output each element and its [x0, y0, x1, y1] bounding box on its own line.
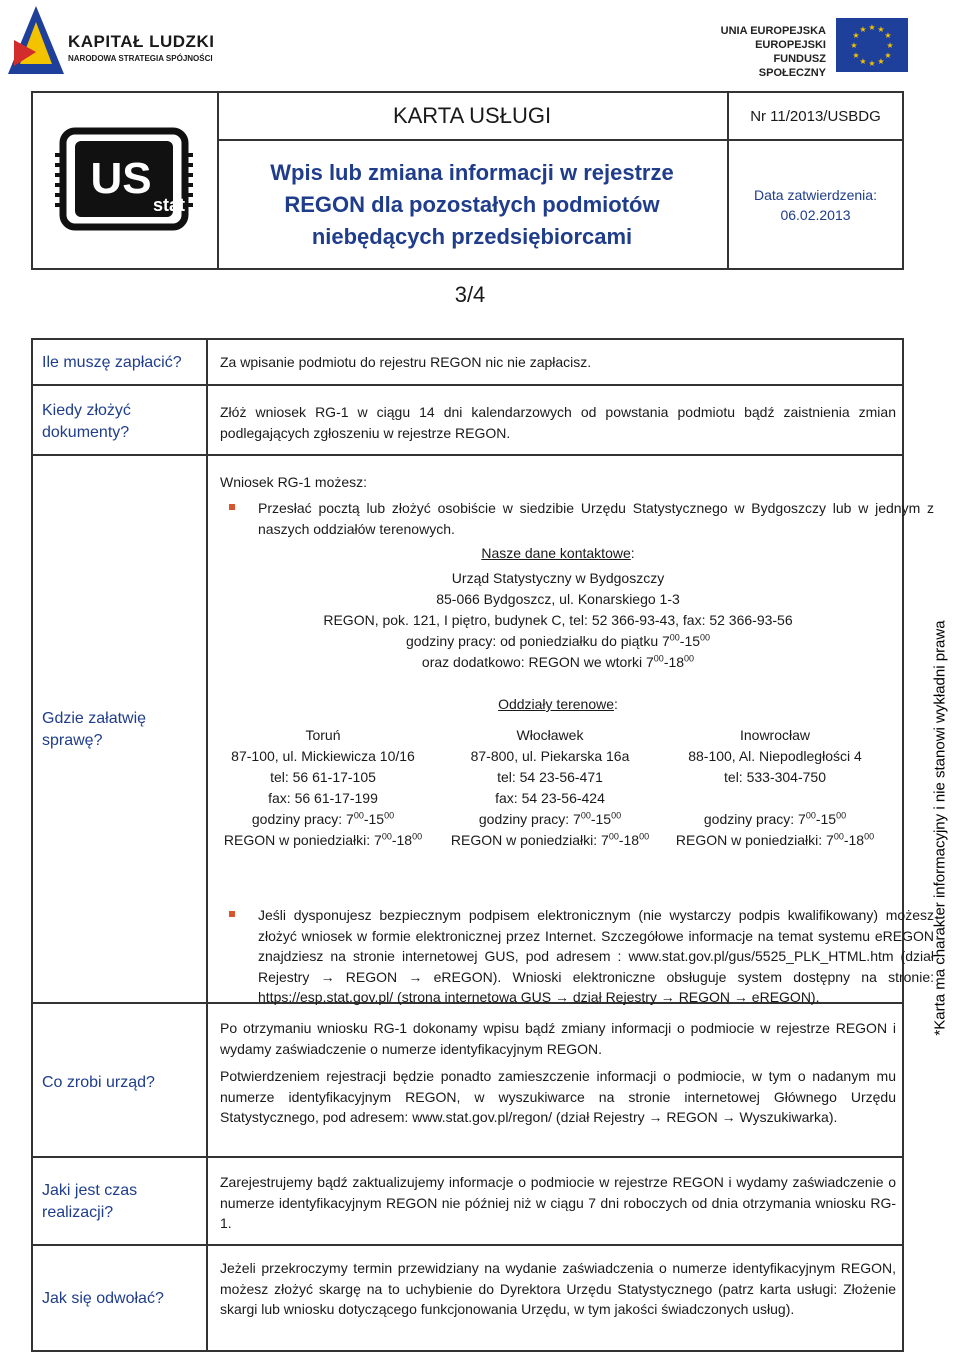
kapital-ludzki-emblem-icon	[6, 4, 66, 76]
legal-disclaimer	[922, 568, 958, 1088]
service-info-table	[31, 338, 934, 1352]
row-divider	[33, 1156, 902, 1158]
branch-regon-hours: REGON w poniedziałki: $7^{00}-18^{00}$	[675, 831, 875, 848]
contact-address: 85-066 Bydgoszcz, ul. Konarskiego 1-3	[436, 591, 680, 607]
kapital-ludzki-title: KAPITAŁ LUDZKI	[68, 32, 215, 51]
branch-tel: tel: 533-304-750	[724, 769, 826, 785]
row-divider	[33, 1244, 902, 1246]
contact-office-name: Urząd Statystyczny w Bydgoszczy	[451, 570, 665, 586]
answer-cost: Za wpisanie podmiotu do rejestru REGON nic nie zapłacisz.	[220, 354, 592, 370]
branches-heading-block: Oddziały terenowe:	[498, 696, 618, 712]
branch-hours-text: godziny pracy: 7	[703, 811, 806, 827]
svg-text:stat: stat	[153, 195, 186, 215]
branch-inowroclaw	[665, 725, 885, 851]
where-bullet-electronic: Jeśli dysponujesz bezpiecznym podpisem elektronicznym (nie wystarczy podpis kwalifikowany) możesz złożyć wniosek w formie elektronicznej przez Internet. Szczegółowe informacje na temat systemu eREGON znajdziesz na stronie internetowej GUS, pod adresem : www.stat.gov.pl/gus/5525_PLK_HTML.htm (dział Rejestry → REGON → eREGON). Wnioski elektroniczne obsługuje system dostępny na stronie: https://esp.stat.gov.pl/ (strona internetowa GUS → dział Rejestry → REGON → eREGON).	[220, 905, 934, 1008]
page-number: 3/4	[454, 282, 486, 307]
office-paragraph-1: Po otrzymaniu wniosku RG-1 dokonamy wpisu bądź zmiany informacji o podmiocie w rejestrze REGON i wydamy zaświadczenie o numerze identyfikacyjnym REGON.	[220, 1020, 896, 1057]
svg-text:★: ★	[859, 57, 867, 66]
svg-text:★: ★	[859, 25, 867, 34]
ustat-logo-cell	[33, 93, 219, 268]
header-middle	[217, 93, 729, 268]
branch-regon-hours-text: REGON w poniedziałki: 7	[223, 832, 382, 848]
where-bullet-post: Przesłać pocztą lub złożyć osobiście w siedzibie Urzędu Statystycznego w Bydgoszczy lub w jednym z naszych oddziałów terenowych.	[220, 498, 934, 539]
contact-heading-block: Nasze dane kontaktowe:	[481, 545, 635, 561]
contact-heading: Nasze dane kontaktowe	[481, 545, 631, 561]
answer-when: Złóż wniosek RG-1 w ciągu 14 dni kalendarzowych od powstania podmiotu bądź zaistnienia zmian podlegających zgłoszeniu w rejestrze REGON.	[220, 404, 896, 441]
svg-text:★: ★	[877, 25, 885, 34]
branch-city: Toruń	[305, 727, 341, 743]
eu-text	[708, 24, 826, 80]
approval-date-value: 06.02.2013	[780, 206, 851, 223]
ustat-logo-icon	[33, 93, 217, 268]
branch-tel: tel: 54 23-56-471	[497, 769, 603, 785]
answers-column	[208, 340, 934, 1317]
eu-line3: FUNDUSZ SPOŁECZNY	[758, 53, 826, 79]
svg-text:★: ★	[850, 41, 858, 50]
question-when: Kiedy złożyć dokumenty?	[42, 402, 131, 441]
card-subtitle: Wpis lub zmiana informacji w rejestrze REGON dla pozostałych podmiotów niebędących przedsiębiorcami	[270, 159, 674, 249]
svg-text:★: ★	[868, 59, 876, 68]
branch-regon-hours: REGON w poniedziałki: $7^{00}-18^{00}$	[223, 831, 423, 848]
branch-hours-text: godziny pracy: 7	[251, 811, 354, 827]
contact-hours: godziny pracy: od poniedziałku do piątku $7^{00}-15^{00}$	[405, 632, 711, 649]
branch-hours: godziny pracy: $7^{00}-15^{00}$	[703, 810, 847, 827]
branch-address: 88-100, Al. Niepodległości 4	[688, 748, 862, 764]
answer-appeal: Jeżeli przekroczymy termin przewidziany na wydanie zaświadczenia o numerze identyfikacyjnym REGON, możesz złożyć skargę na to uchybienie do Dyrektora Urzędu Statystycznego (patrz karta usługi: Złożenie skargi lub wniosku dotyczącego funkcjonowania Urzędu, w tym jakości świadczonych usług).	[220, 1260, 896, 1317]
question-where: Gdzie załatwię sprawę?	[42, 710, 147, 749]
branch-tel: tel: 56 61-17-105	[270, 769, 376, 785]
branches-heading: Oddziały terenowe	[498, 696, 615, 712]
svg-text:US: US	[90, 154, 152, 203]
eu-line1: UNIA EUROPEJSKA	[720, 25, 826, 37]
svg-text:★: ★	[886, 41, 894, 50]
office-paragraph-2: Potwierdzeniem rejestracji będzie ponadto zamieszczenie informacji o podmiocie, w tym o nadanym mu numerze identyfikacyjnym REGON, w wyszukiwarce na stronie internetowej Głównego Urzędu Statystycznego, pod adresem: www.stat.gov.pl/regon/ (dział Rejestry → REGON → Wyszukiwarka).	[220, 1068, 896, 1125]
question-time: Jaki jest czas realizacji?	[42, 1182, 138, 1221]
column-divider	[206, 340, 208, 1350]
approval-date-label: Data zatwierdzenia:	[754, 186, 877, 203]
contact-regon-hours: oraz dodatkowo: REGON we wtorki $7^{00}-18^{00}$	[421, 653, 695, 670]
svg-text:★: ★	[868, 23, 876, 32]
branch-wloclawek	[440, 725, 660, 851]
answer-time: Zarejestrujemy bądź zaktualizujemy informacje o podmiocie w rejestrze REGON i wydamy zaświadczenie o numerze identyfikacyjnym REGON nie później niż w ciągu 7 dni roboczych od dnia otrzymania wniosku RG-1.	[220, 1174, 896, 1231]
svg-text:★: ★	[884, 51, 892, 60]
branch-address: 87-800, ul. Piekarska 16a	[470, 748, 630, 764]
contact-phone: REGON, pok. 121, I piętro, budynek C, tel: 52 366-93-43, fax: 52 366-93-56	[323, 612, 793, 628]
question-office: Co zrobi urząd?	[42, 1074, 155, 1091]
svg-text:★: ★	[852, 51, 860, 60]
question-cost: Ile muszę zapłacić?	[42, 354, 182, 371]
branch-fax: fax: 56 61-17-199	[268, 790, 378, 806]
contact-hours-text: godziny pracy: od poniedziałku do piątku 7	[405, 633, 670, 649]
kapital-ludzki-subtitle: NARODOWA STRATEGIA SPÓJNOŚCI	[68, 54, 213, 63]
branch-hours: godziny pracy: $7^{00}-15^{00}$	[478, 810, 622, 827]
service-card-header	[31, 91, 904, 270]
approval-date	[729, 141, 902, 268]
question-appeal: Jak się odwołać?	[42, 1290, 164, 1307]
eu-flag-icon	[836, 18, 908, 72]
svg-text:★: ★	[884, 31, 892, 40]
card-title: KARTA USŁUGI	[217, 93, 727, 141]
branch-city: Inowrocław	[739, 727, 811, 743]
header-right	[729, 93, 902, 268]
where-intro: Wniosek RG-1 możesz:	[220, 474, 368, 490]
svg-text:★: ★	[852, 31, 860, 40]
branch-hours: godziny pracy: $7^{00}-15^{00}$	[251, 810, 395, 827]
contact-regon-hours-text: oraz dodatkowo: REGON we wtorki 7	[421, 654, 654, 670]
branch-fax	[665, 788, 885, 809]
branch-fax: fax: 54 23-56-424	[495, 790, 605, 806]
kapital-ludzki-logo	[6, 4, 221, 80]
svg-text:★: ★	[877, 57, 885, 66]
branch-address: 87-100, ul. Mickiewicza 10/16	[231, 748, 415, 764]
card-number: Nr 11/2013/USBDG	[729, 93, 902, 141]
branch-regon-hours: REGON w poniedziałki: $7^{00}-18^{00}$	[450, 831, 650, 848]
eu-line2: EUROPEJSKI	[755, 39, 826, 51]
branch-regon-hours-text: REGON w poniedziałki: 7	[675, 832, 834, 848]
branch-hours-text: godziny pracy: 7	[478, 811, 581, 827]
branch-regon-hours-text: REGON w poniedziałki: 7	[450, 832, 609, 848]
eu-logo	[700, 14, 908, 79]
legal-disclaimer-text: *Karta ma charakter informacyjny i nie stanowi wykładni prawa	[931, 620, 949, 1036]
branch-city: Włocławek	[516, 727, 584, 743]
branch-torun	[213, 725, 433, 851]
